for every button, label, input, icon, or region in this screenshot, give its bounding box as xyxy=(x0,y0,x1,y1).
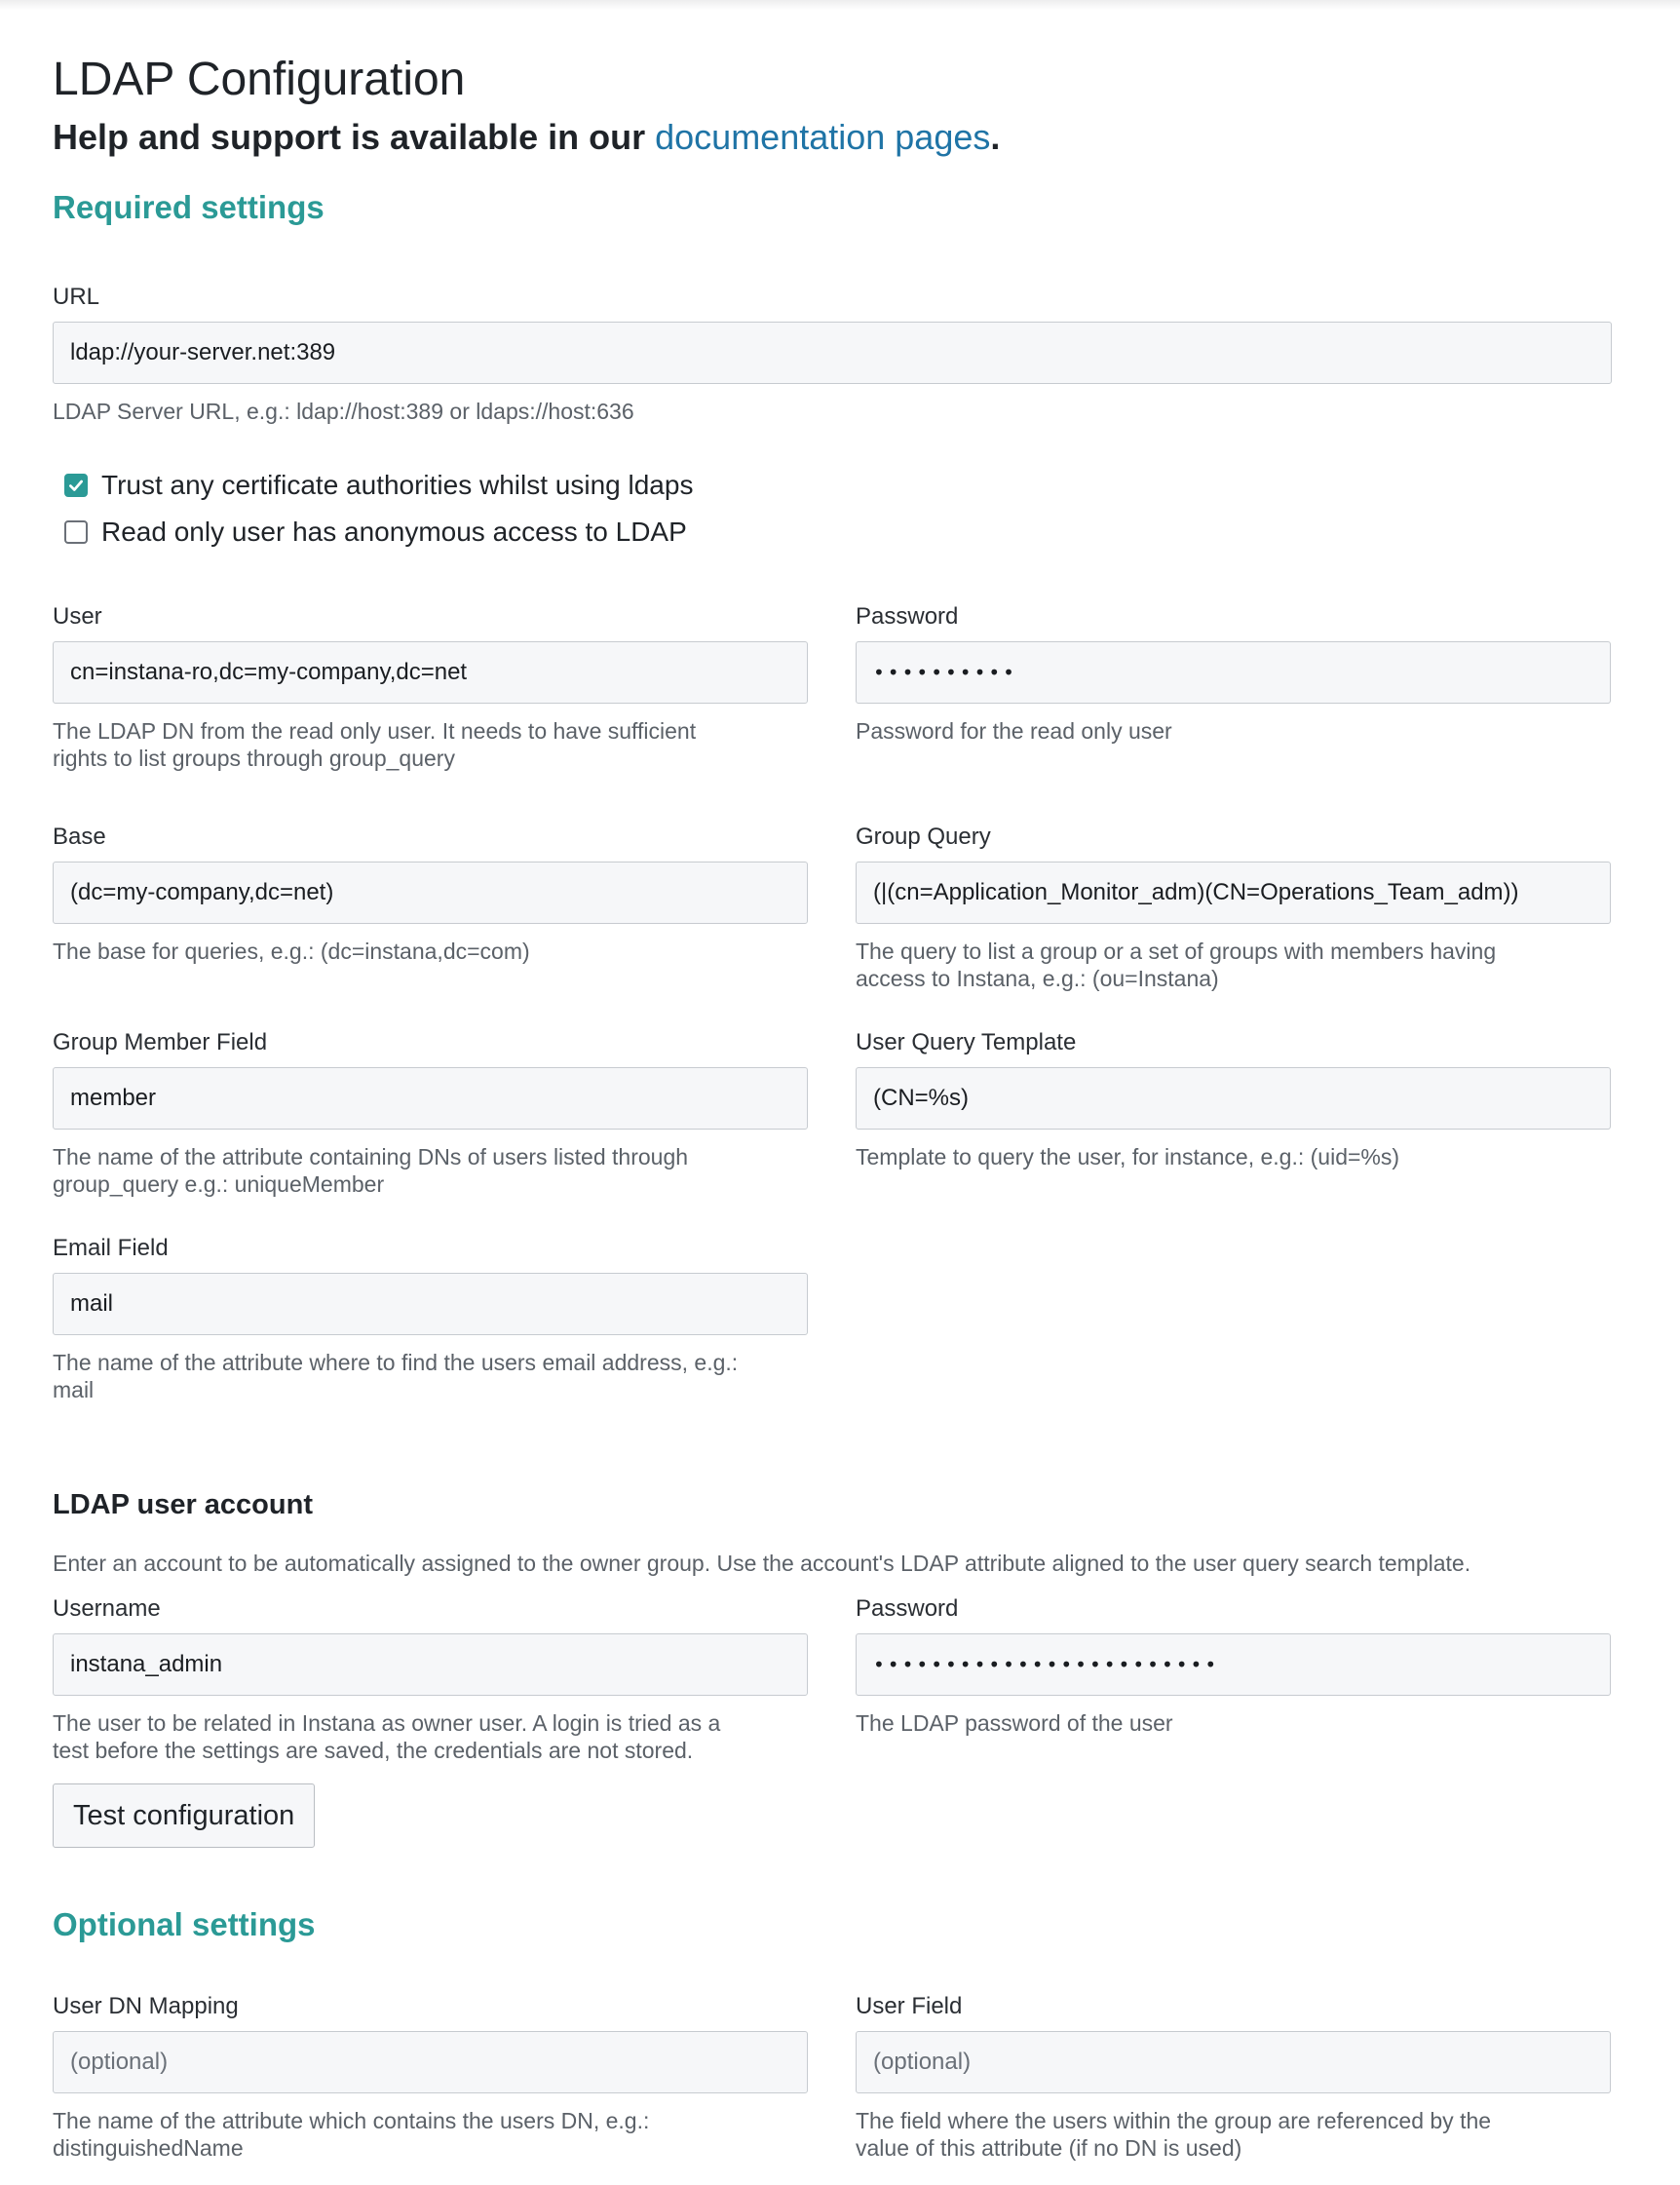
help-line xyxy=(53,115,1612,187)
account-password-hint: The LDAP password of the user xyxy=(856,1710,1173,1736)
account-password-field-group xyxy=(856,1594,1611,1737)
user-dn-mapping-hint xyxy=(53,2107,808,2162)
optional-settings-title: Optional settings xyxy=(53,1906,316,1942)
url-input[interactable] xyxy=(53,322,1612,384)
content xyxy=(53,51,1612,2161)
account-username-label: Username xyxy=(53,1595,161,1622)
url-field-group xyxy=(53,283,1612,425)
account-description: Enter an account to be automatically assigned to the owner group. Use the account's LDAP attribute aligned to the user query search template. xyxy=(53,1551,1471,1576)
user-input[interactable] xyxy=(53,641,808,704)
user-field-hint xyxy=(856,2107,1611,2162)
password-field-group xyxy=(856,602,1611,745)
user-field-hint-line: The field where the users within the group are referenced by the xyxy=(856,2108,1492,2133)
user-query-template-hint: Template to query the user, for instance, e.g.: (uid=%s) xyxy=(856,1144,1400,1169)
url-label: URL xyxy=(53,284,100,310)
trust-ca-checkbox[interactable] xyxy=(64,474,88,497)
email-field-hint-line: The name of the attribute where to find the users email address, e.g.: xyxy=(53,1350,739,1375)
group-query-hint xyxy=(856,938,1611,992)
user-dn-mapping-hint-line: distinguishedName xyxy=(53,2135,244,2161)
anonymous-access-checkbox-row[interactable] xyxy=(53,513,693,552)
account-username-hint-line: test before the settings are saved, the credentials are not stored. xyxy=(53,1738,694,1763)
user-dn-mapping-input[interactable] xyxy=(53,2031,808,2093)
user-field-field-group xyxy=(856,1992,1611,2162)
user-dn-mapping-hint-line: The name of the attribute which contains the users DN, e.g.: xyxy=(53,2108,650,2133)
group-member-field-group xyxy=(53,1028,808,1198)
user-query-template-label: User Query Template xyxy=(856,1029,1077,1055)
base-hint: The base for queries, e.g.: (dc=instana,dc=com) xyxy=(53,939,530,964)
email-field-input[interactable] xyxy=(53,1273,808,1335)
checkbox-group xyxy=(53,466,693,552)
account-username-field-group xyxy=(53,1594,808,1764)
user-query-template-input[interactable] xyxy=(856,1067,1611,1130)
base-label: Base xyxy=(53,824,106,850)
account-username-hint xyxy=(53,1709,808,1764)
test-button-wrap xyxy=(53,1783,315,1848)
page-title: LDAP Configuration xyxy=(53,54,466,105)
help-prefix: Help and support is available in our xyxy=(53,117,656,157)
account-password-input[interactable] xyxy=(856,1633,1611,1696)
trust-ca-checkbox-row[interactable] xyxy=(53,466,693,505)
user-dn-mapping-label: User DN Mapping xyxy=(53,1993,239,2019)
top-shadow xyxy=(0,0,1680,10)
user-field-label: User Field xyxy=(856,1993,963,2019)
account-username-input[interactable] xyxy=(53,1633,808,1696)
password-label: Password xyxy=(856,603,959,630)
group-query-field-group xyxy=(856,823,1611,992)
email-field-label: Email Field xyxy=(53,1235,169,1261)
user-field-input[interactable] xyxy=(856,2031,1611,2093)
email-field-group xyxy=(53,1234,808,1403)
optional-title-wrap xyxy=(53,1904,316,1945)
account-username-hint-line: The user to be related in Instana as owner user. A login is tried as a xyxy=(53,1710,721,1736)
group-member-label: Group Member Field xyxy=(53,1029,268,1055)
group-member-hint xyxy=(53,1143,808,1198)
user-dn-mapping-field-group xyxy=(53,1992,808,2162)
user-hint xyxy=(53,717,808,772)
email-field-hint-line: mail xyxy=(53,1377,95,1402)
group-member-hint-line: The name of the attribute containing DNs of users listed through xyxy=(53,1144,689,1169)
account-password-label: Password xyxy=(856,1595,959,1622)
group-member-hint-line: group_query e.g.: uniqueMember xyxy=(53,1171,385,1197)
group-query-hint-line: access to Instana, e.g.: (ou=Instana) xyxy=(856,966,1219,991)
group-query-input[interactable] xyxy=(856,862,1611,924)
url-hint: LDAP Server URL, e.g.: ldap://host:389 or ldaps://host:636 xyxy=(53,399,634,424)
checkmark-icon xyxy=(67,477,85,494)
required-settings-title: Required settings xyxy=(53,189,325,225)
user-field-hint-line: value of this attribute (if no DN is used) xyxy=(856,2135,1242,2161)
user-hint-line: rights to list groups through group_query xyxy=(53,746,455,771)
password-input[interactable] xyxy=(856,641,1611,704)
ldap-user-account-title: LDAP user account xyxy=(53,1489,313,1520)
password-hint: Password for the read only user xyxy=(856,718,1172,744)
user-query-template-field-group xyxy=(856,1028,1611,1170)
account-description-wrap xyxy=(53,1550,1612,1577)
group-query-label: Group Query xyxy=(856,824,991,850)
user-hint-line: The LDAP DN from the read only user. It needs to have sufficient xyxy=(53,718,697,744)
base-field-group xyxy=(53,823,808,965)
help-suffix: . xyxy=(990,117,1001,157)
base-input[interactable] xyxy=(53,862,808,924)
account-section-title-wrap xyxy=(53,1487,313,1522)
documentation-link[interactable]: documentation pages xyxy=(655,117,991,157)
anonymous-access-checkbox[interactable] xyxy=(64,520,88,544)
user-field-group xyxy=(53,602,808,772)
user-label: User xyxy=(53,603,102,630)
email-field-hint xyxy=(53,1349,808,1403)
trust-ca-label: Trust any certificate authorities whilst using ldaps xyxy=(101,470,694,500)
group-query-hint-line: The query to list a group or a set of groups with members having xyxy=(856,939,1497,964)
anonymous-access-label: Read only user has anonymous access to LDAP xyxy=(101,517,687,547)
group-member-input[interactable] xyxy=(53,1067,808,1130)
test-configuration-button[interactable]: Test configuration xyxy=(53,1783,315,1848)
